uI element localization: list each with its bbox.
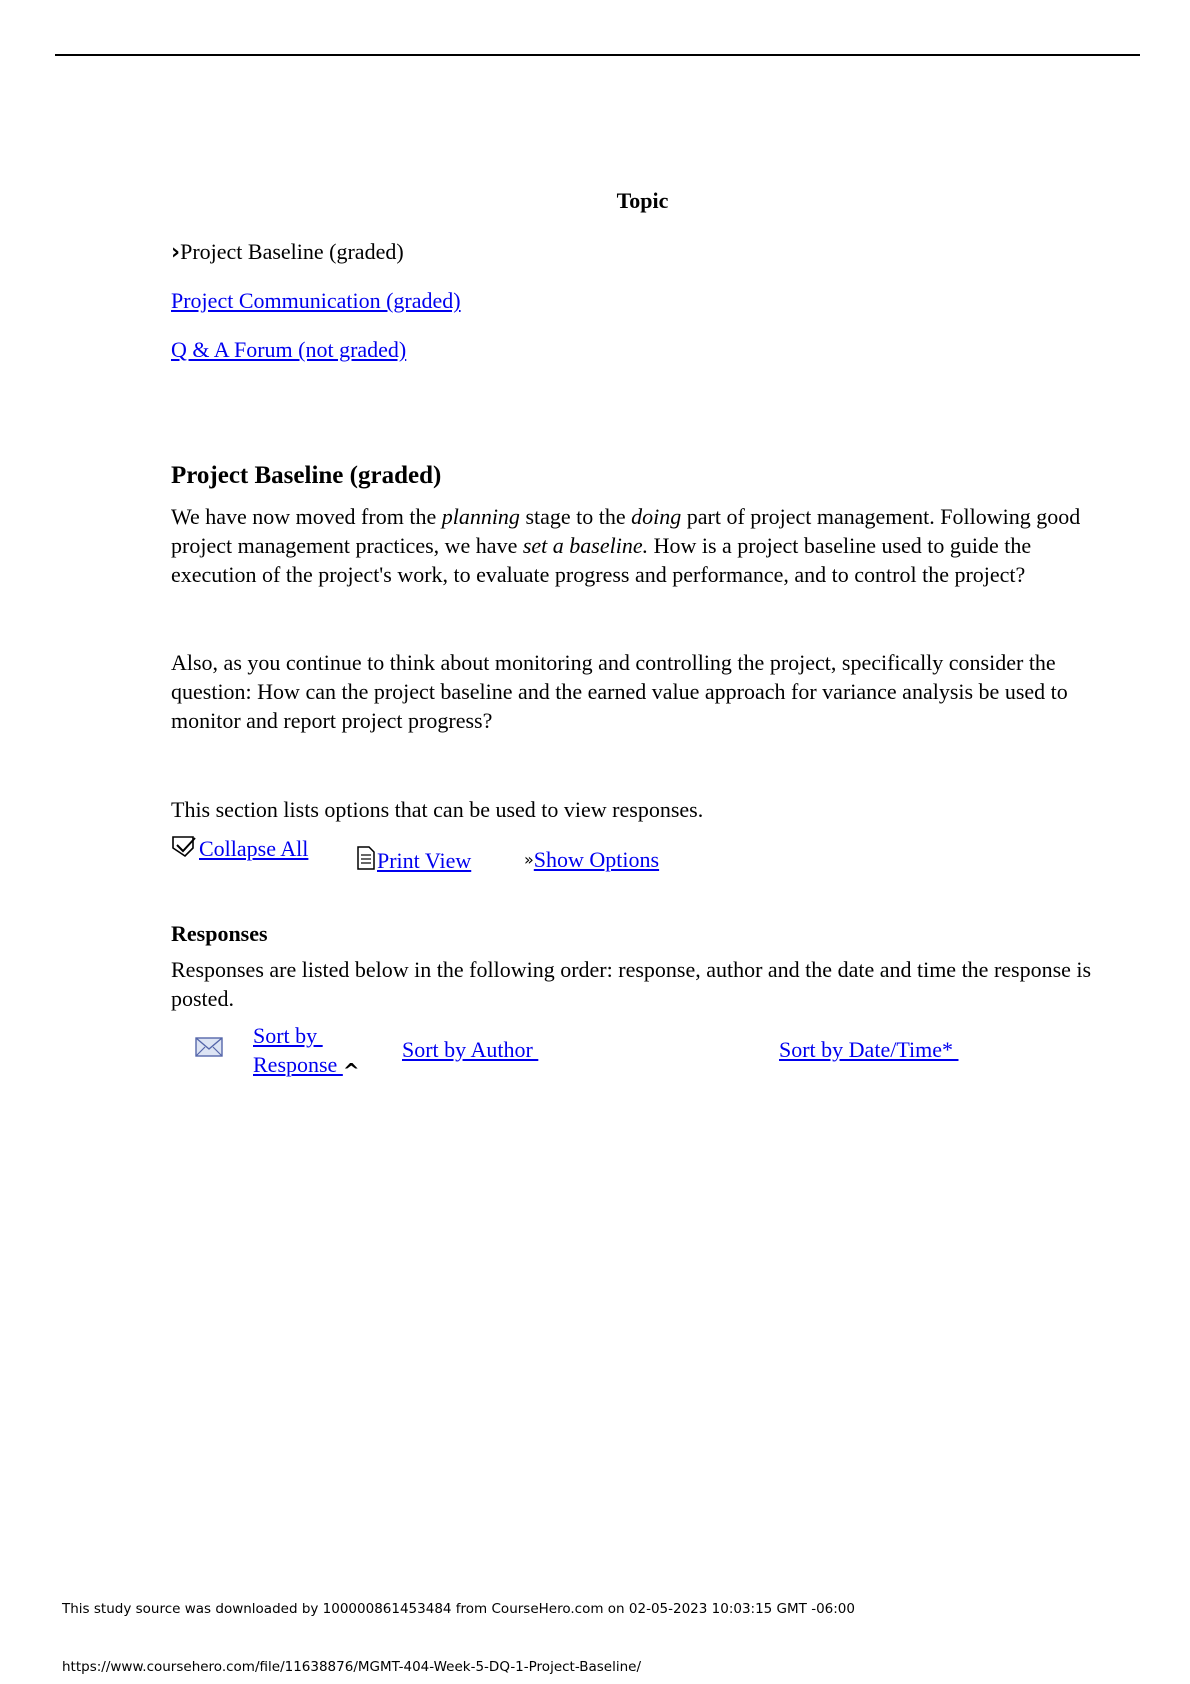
discussion-title: Project Baseline (graded) [171,462,442,489]
sort-by-response-link-line2[interactable]: Response [253,1052,343,1077]
discussion-paragraph-2: Also, as you continue to think about monitoring and controlling the project, specifically consider the question: How can the project baseline and the earned value approach for variance analysis be used to monitor and report project progress? [171,650,1068,733]
responses-description: Responses are listed below in the following order: response, author and the date and time the response is posted. [171,957,1092,1011]
show-options-link[interactable]: Show Options [533,847,660,872]
collapse-all-option[interactable] [171,834,308,863]
topic-link-project-communication[interactable]: Project Communication (graded) [171,288,461,313]
sort-by-response[interactable] [253,1021,360,1086]
collapse-all-icon [171,834,199,860]
show-options-option[interactable] [524,845,659,874]
document-icon [355,846,377,870]
source-url: https://www.coursehero.com/file/11638876/MGMT-404-Week-5-DQ-1-Project-Baseline/ [62,1659,642,1675]
envelope-icon [195,1037,223,1057]
double-chevron-icon: » [524,850,534,869]
responses-title: Responses [171,921,268,946]
sort-by-response-link-line1[interactable]: Sort by [253,1023,323,1048]
topic-item-current [171,237,404,267]
chevron-right-icon: › [171,240,181,265]
sort-by-author-link[interactable]: Sort by Author [402,1037,539,1062]
options-intro: This section lists options that can be used to view responses. [171,797,704,822]
print-view-link[interactable]: Print View [377,848,472,873]
print-view-option[interactable] [355,846,471,875]
topic-link-qa-forum[interactable]: Q & A Forum (not graded) [171,337,407,362]
topic-heading: Topic [616,188,669,213]
sort-ascending-icon: ^ [342,1059,360,1083]
topic-current-label: Project Baseline (graded) [180,239,404,264]
collapse-all-link[interactable]: Collapse All [199,836,309,861]
download-notice: This study source was downloaded by 100000861453484 from CourseHero.com on 02-05-2023 10:03:15 GMT -06:00 [62,1601,855,1617]
discussion-paragraph-1: We have now moved from the planning stage to the doing part of project management. Following good project management practices, we have set a baseline. How is a project baseline used to guide the execution of the project's work, to evaluate progress and performance, and to control the project? [171,504,1081,587]
top-rule [55,54,1140,56]
sort-by-datetime-link[interactable]: Sort by Date/Time* [779,1037,959,1062]
